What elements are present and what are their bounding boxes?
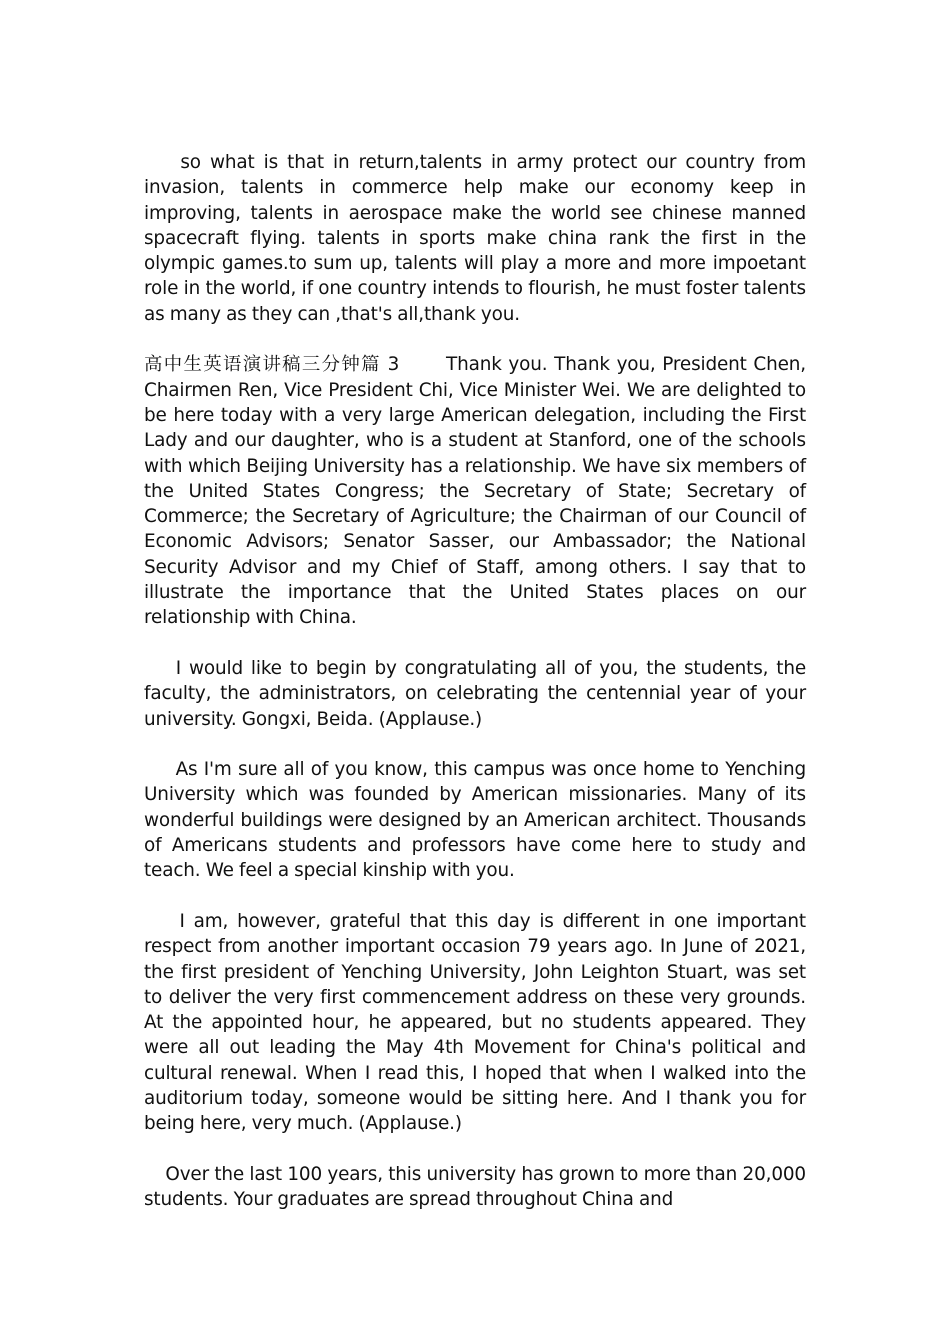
paragraph-6 [144,1162,812,1213]
paragraph-2 [144,352,812,630]
paragraph-text: I would like to begin by congratulating all of you, the students, the faculty, the administrators, on celebrating the centennial year of your university. Gongxi, Beida. (Applause.) [144,657,812,730]
paragraph-text: I am, however, grateful that this day is different in one important respect from another important occasion 79 years ago. In June of 2021, the first president of Yenching University, John Leighton Stuart, was set to deliver the very first commencement address on these very grounds. At the appointed hour, he appeared, but no students appeared. They were all out leading the May 4th Movement for China's political and cultural renewal. When I read this, I hoped that when I walked into the auditorium today, someone would be sitting here. And I thank you for being here, very much. (Applause.) [144,910,812,1135]
paragraph-text: Over the last 100 years, this university has grown to more than 20,000 students. Your graduates are spread throughout China and [144,1163,812,1211]
paragraph-text: As I'm sure all of you know, this campus was once home to Yenching University which was founded by American missionaries. Many of its wonderful buildings were designed by an American architect. Thousands of Americans students and professors have come here to study and teach. We feel a special kinship with you. [144,759,812,882]
section-heading: 高中生英语演讲稿三分钟篇 3 [144,354,400,376]
paragraph-indent [144,1164,165,1185]
paragraph-3 [144,656,812,732]
paragraph-1 [144,150,812,327]
paragraph-text: so what is that in return,talents in army protect our country from invasion, talents in commerce help make our economy keep in improving, talents in aerospace make the world see chinese manned spacecraft flying. talents in sports make china rank the first in the olympic games.to sum up, talents will play a more and more impoetant role in the world, if one country intends to flourish, he must foster talents as many as they can ,that's all,thank you. [144,152,812,325]
paragraph-text: Thank you. Thank you, President Chen, Chairmen Ren, Vice President Chi, Vice Minister Wei. We are delighted to be here today with a very large American delegation, including the First Lady and our daughter, who is a student at Stanford, one of the schools with which Beijing University has a relationship. We have six members of the United States Congress; the Secretary of State; Secretary of Commerce; the Secretary of Agriculture; the Chairman of our Council of Economic Advisors; Senator Sasser, our Ambassador; the National Security Advisor and my Chief of Staff, among others. I say that to illustrate the importance that the United States places on our relationship with China. [144,354,812,629]
paragraph-indent [144,658,176,679]
paragraph-indent [144,911,180,932]
paragraph-4 [144,757,812,883]
paragraph-5 [144,909,812,1137]
paragraph-indent [144,759,176,780]
paragraph-indent [144,152,180,173]
document-body [144,150,812,1238]
